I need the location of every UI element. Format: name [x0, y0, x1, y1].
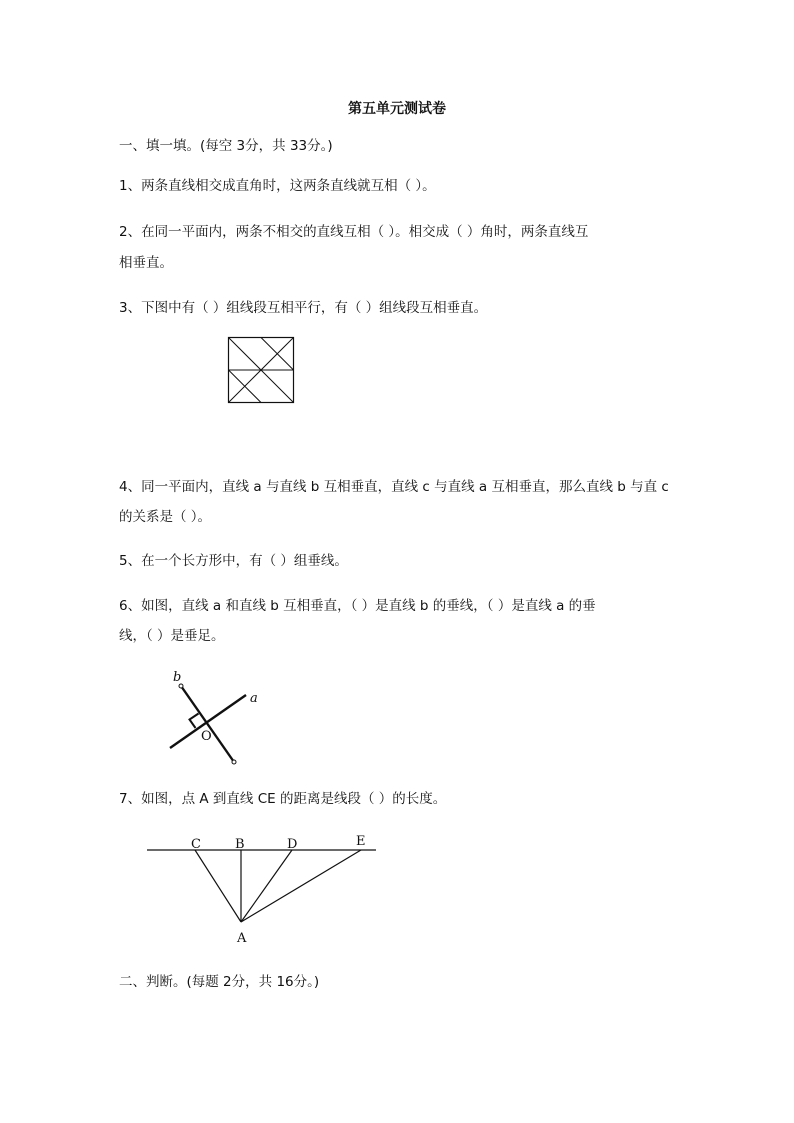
label-o: O: [201, 729, 212, 744]
page-title: 第五单元测试卷: [348, 101, 446, 117]
question-7: 7、如图，点 A 到直线 CE 的距离是线段（ ）的长度。: [119, 791, 447, 807]
label-d: D: [287, 837, 298, 852]
question-4-line2: 的关系是（ ）。: [119, 509, 212, 525]
endpoint-bottom: [232, 760, 236, 764]
line-b: [181, 686, 234, 762]
label-a-point: A: [237, 931, 247, 946]
question-1: 1、两条直线相交成直角时，这两条直线就互相（ ）。: [119, 178, 436, 194]
label-a: a: [250, 691, 258, 706]
section2-heading: 二、判断。(每题 2分，共 16分。): [119, 974, 320, 990]
question-3: 3、下图中有（ ）组线段互相平行，有（ ）组线段互相垂直。: [119, 300, 488, 316]
question-4-line1: 4、同一平面内，直线 a 与直线 b 互相垂直，直线 c 与直线 a 互相垂直，那么直线 b 与直 c: [119, 479, 669, 495]
segment-ea: [241, 850, 361, 922]
figure-square-diagram: [228, 337, 294, 403]
label-b-point: B: [235, 837, 245, 852]
label-c: C: [191, 837, 201, 852]
question-6-line2: 线，（ ）是垂足。: [119, 628, 225, 644]
label-e: E: [356, 834, 366, 849]
figure-point-to-line: [140, 830, 380, 950]
segment-da: [241, 850, 292, 922]
question-2-line1: 2、在同一平面内，两条不相交的直线互相（ ）。相交成（ ）角时，两条直线互: [119, 224, 589, 240]
label-b: b: [173, 670, 182, 685]
question-5: 5、在一个长方形中，有（ ）组垂线。: [119, 553, 348, 569]
right-angle-mark: [190, 714, 199, 729]
figure-perpendicular-lines: [160, 665, 270, 770]
segment-ca: [195, 850, 241, 922]
section1-heading: 一、填一填。(每空 3分，共 33分。): [119, 138, 333, 154]
question-2-line2: 相垂直。: [119, 255, 173, 271]
question-6-line1: 6、如图，直线 a 和直线 b 互相垂直，（ ）是直线 b 的垂线，（ ）是直线 a 的垂: [119, 598, 596, 614]
